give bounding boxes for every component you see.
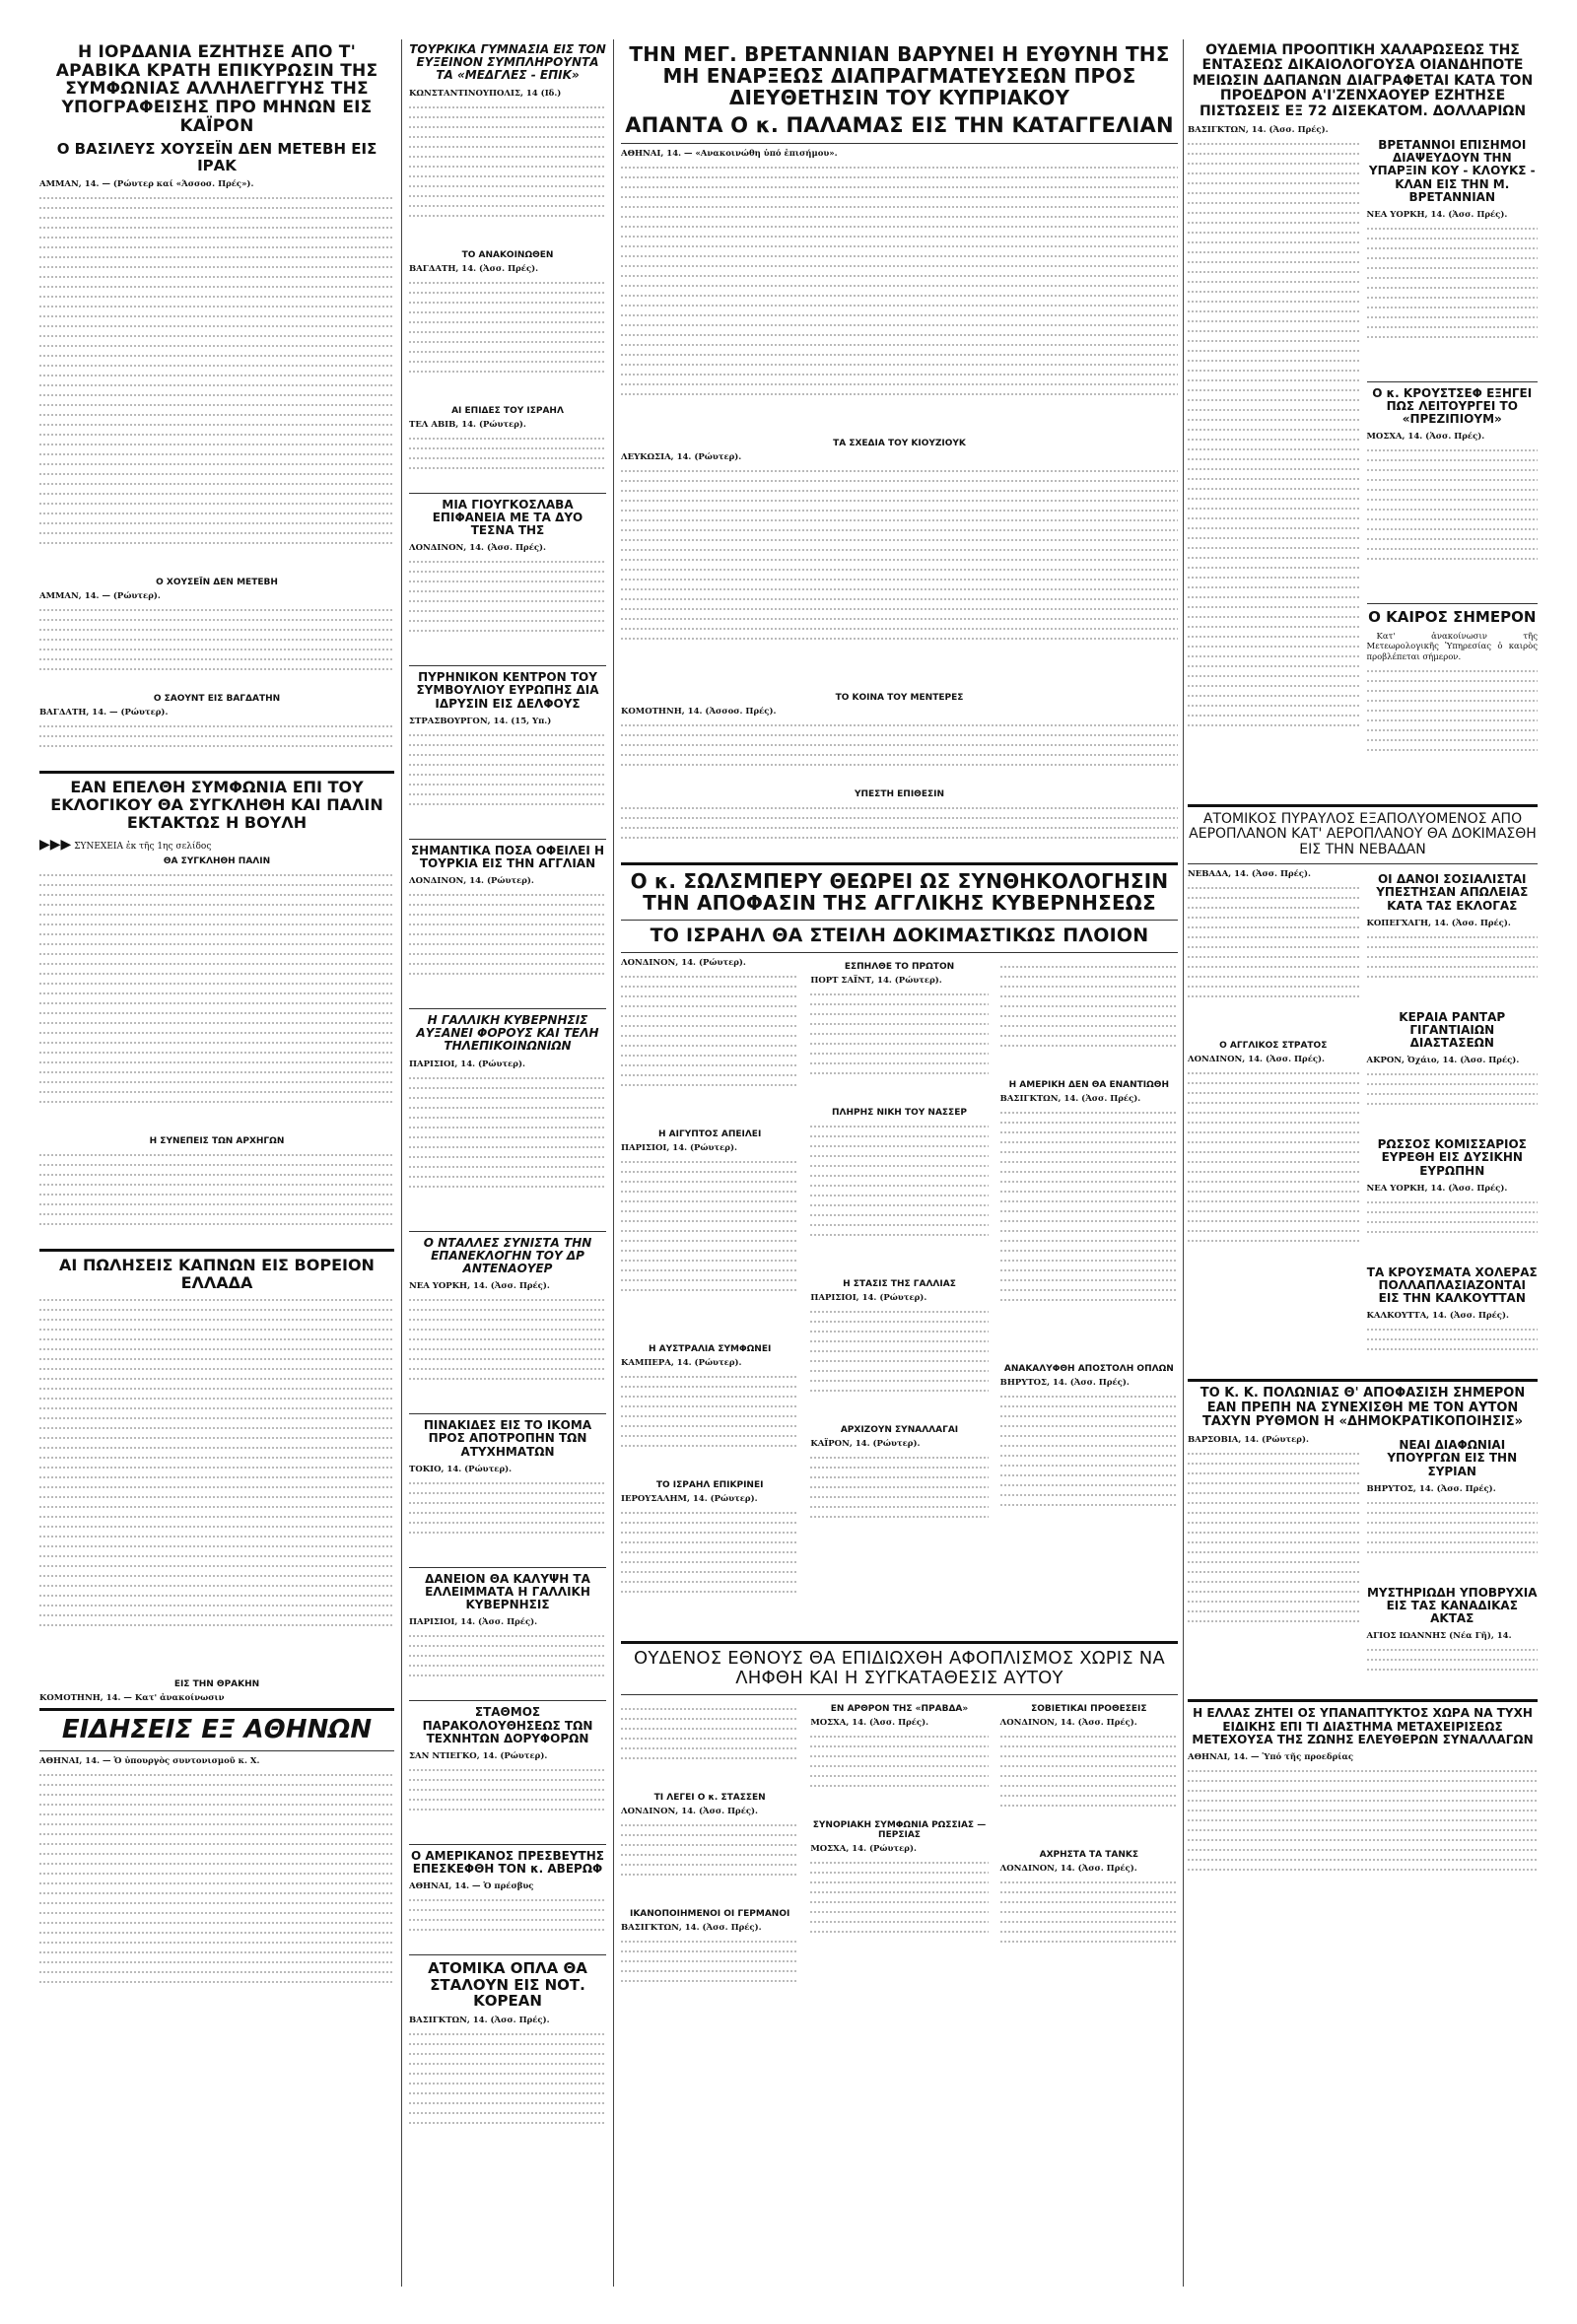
- subcolumn: [810, 958, 988, 1636]
- article-body: [1000, 966, 1178, 1074]
- article-body: [621, 1512, 798, 1630]
- headline-dulles: Ο ΝΤΑΛΛΕΣ ΣΥΝΙΣΤΑ ΤΗΝ ΕΠΑΝΕΚΛΟΓΗΝ ΤΟΥ ΔΡ ΑΝΤΕΝΑΟΥΕΡ: [423, 1235, 592, 1275]
- dateline: ΠΑΡΙΣΙΟΙ, 14. (Ρώυτερ).: [810, 1292, 927, 1303]
- divider: [409, 1700, 606, 1701]
- article-body: [409, 1899, 606, 1948]
- article-body: [409, 1077, 606, 1225]
- section-title: ΑΙ ΕΠΙΔΕΣ ΤΟΥ ΙΣΡΑΗΛ: [451, 405, 564, 416]
- article-body: [621, 1824, 798, 1903]
- headline-salisbury: Ο κ. ΣΩΛΣΜΠΕΡΥ ΘΕΩΡΕΙ ΩΣ ΣΥΝΘΗΚΟΛΟΓΗΣΙΝ ΤΗΝ ΑΠΟΦΑΣΙΝ ΤΗΣ ΑΓΓΛΙΚΗΣ ΚΥΒΕΡΝΗΣΕΩΣ: [630, 869, 1169, 916]
- section-title: Η ΑΜΕΡΙΚΗ ΔΕΝ ΘΑ ΕΝΑΝΤΙΩΘΗ: [1008, 1079, 1169, 1090]
- article-body: [621, 167, 1178, 433]
- section-title: Ο ΣΑΟΥΝΤ ΕΙΣ ΒΑΓΔΑΤΗΝ: [153, 694, 281, 705]
- arrow-icon: ▶▶▶: [39, 837, 72, 854]
- subcolumn: [1188, 135, 1359, 799]
- article-body: [1000, 1396, 1178, 1543]
- column-2: [409, 39, 606, 2287]
- article-body: [810, 993, 988, 1102]
- dateline: ΛΟΝΔΙΝΟΝ, 14. (Ρώυτερ).: [409, 876, 534, 887]
- dateline: ΜΟΣΧΑ, 14. (Ρώυτερ).: [810, 1843, 917, 1854]
- article-body: [621, 724, 1178, 784]
- article-body: [39, 1774, 394, 2030]
- dateline: ΒΗΡΥΤΟΣ, 14. (Ἀσσ. Πρές).: [999, 1377, 1130, 1388]
- two-col-block: [1188, 135, 1538, 799]
- section-title: ΘΑ ΣΥΓΚΛΗΘΗ ΠΑΛΙΝ: [163, 856, 271, 867]
- section-title: Η ΣΥΝΕΠΕΙΣ ΤΩΝ ΑΡΧΗΓΩΝ: [149, 1136, 285, 1147]
- subcolumn: [621, 1700, 798, 2016]
- article-body: [621, 1161, 798, 1338]
- headline-satellite-station: ΣΤΑΘΜΟΣ ΠΑΡΑΚΟΛΟΥΘΗΣΕΩΣ ΤΩΝ ΤΕΧΝΗΤΩΝ ΔΟΡΥΦΟΡΩΝ: [422, 1705, 593, 1745]
- subcolumn: [1000, 958, 1178, 1636]
- headline-french-taxes: Η ΓΑΛΛΙΚΗ ΚΥΒΕΡΝΗΣΙΣ ΑΥΞΑΝΕΙ ΦΟΡΟΥΣ ΚΑΙ ΤΕΛΗ ΤΗΛΕΠΙΚΟΙΝΩΝΙΩΝ: [416, 1013, 599, 1054]
- divider: [39, 1249, 394, 1252]
- article-body: [1367, 670, 1539, 779]
- section-title: ΤΟ ΙΣΡΑΗΛ ΕΠΙΚΡΙΝΕΙ: [655, 1479, 764, 1490]
- dateline: ΑΜΜΑΝ, 14. — (Ρώυτερ καί «Άσσοσ. Πρές»).: [39, 179, 254, 190]
- divider: [1367, 381, 1539, 382]
- divider: [1188, 1379, 1538, 1382]
- dateline: ΛΟΝΔΙΝΟΝ, 14. (Ἀσσ. Πρές).: [999, 1863, 1137, 1874]
- dateline: ΒΑΣΙΓΚΤΩΝ, 14. (Ἀσσ. Πρές).: [621, 1922, 762, 1933]
- article-body: [621, 1708, 798, 1787]
- three-col-block: [621, 1700, 1178, 2016]
- headline-turkey-debt: ΣΗΜΑΝΤΙΚΑ ΠΟΣΑ ΟΦΕΙΛΕΙ Η ΤΟΥΡΚΙΑ ΕΙΣ ΤΗΝ ΑΓΓΛΙΑΝ: [410, 843, 605, 870]
- article-body: [810, 1311, 988, 1419]
- headline-radar: ΚΕΡΑΙΑ ΡΑΝΤΑΡ ΓΙΓΑΝΤΙΑΙΩΝ ΔΙΑΣΤΑΣΕΩΝ: [1399, 1009, 1506, 1051]
- article-body: [810, 1457, 988, 1545]
- headline-submarines: ΜΥΣΤΗΡΙΩΔΗ ΥΠΟΒΡΥΧΙΑ ΕΙΣ ΤΑΣ ΚΑΝΑΔΙΚΑΣ ΑΚΤΑΣ: [1366, 1585, 1538, 1626]
- dateline: ΚΑΪΡΟΝ, 14. (Ρώυτερ).: [810, 1438, 921, 1449]
- section-title: Ο ΧΟΥΣΕΪΝ ΔΕΝ ΜΕΤΕΒΗ: [156, 578, 278, 588]
- dateline: ΑΘΗΝΑΙ, 14. — Ὁ ὑπουργὸς συντονισμοῦ κ. Χ.: [39, 1756, 260, 1766]
- headline-turkish-drills: ΤΟΥΡΚΙΚΑ ΓΥΜΝΑΣΙΑ ΕΙΣ ΤΟΝ ΕΥΞΕΙΝΟΝ ΣΥΜΠΛΗΡΟΥΝΤΑ ΤΑ «ΜΕΔΓΛΕΣ - ΕΠΙΚ»: [409, 42, 606, 83]
- article-body: [621, 976, 798, 1124]
- divider: [409, 1231, 606, 1232]
- article-body: [1367, 936, 1539, 1005]
- headline-cholera: ΤΑ ΚΡΟΥΣΜΑΤΑ ΧΟΛΕΡΑΣ ΠΟΛΛΑΠΛΑΣΙΑΖΟΝΤΑΙ ΕΙΣ ΤΗΝ ΚΑΛΚΟΥΤΤΑΝ: [1366, 1265, 1538, 1306]
- dateline: ΒΑΓΔΑΤΗ, 14. — (Ρώυτερ).: [39, 708, 169, 718]
- divider: [1188, 863, 1538, 864]
- divider: [621, 862, 1178, 865]
- section-title: ΣΥΝΟΡΙΑΚΗ ΣΥΜΦΩΝΙΑ ΡΩΣΣΙΑΣ — ΠΕΡΣΙΑΣ: [812, 1819, 987, 1840]
- section-title: ΥΠΕΣΤΗ ΕΠΙΘΕΣΙΝ: [854, 789, 944, 800]
- divider: [39, 1750, 394, 1751]
- dateline: ΚΑΜΠΕΡΑ, 14. (Ρώυτερ).: [621, 1357, 742, 1368]
- headline-atomic-korea: ΑΤΟΜΙΚΑ ΟΠΛΑ ΘΑ ΣΤΑΛΟΥΝ ΕΙΣ ΝΟΤ. ΚΟΡΕΑΝ: [428, 1959, 587, 2011]
- section-title: ΕΙΣ ΤΗΝ ΘΡΑΚΗΝ: [173, 1679, 260, 1690]
- article-body: [1367, 1649, 1539, 1688]
- headline-khrushchev: Ο κ. ΚΡΟΥΣΤΣΕΦ ΕΞΗΓΕΙ ΠΩΣ ΛΕΙΤΟΥΡΓΕΙ ΤΟ «ΠΡΕΖΙΠΙΟΥΜ»: [1372, 385, 1533, 427]
- section-title: ΤΑ ΣΧΕΔΙΑ ΤΟΥ ΚΙΟΥΖΙΟΥΚ: [833, 439, 966, 449]
- column-1: [39, 39, 394, 2287]
- article-body: [1000, 1112, 1178, 1358]
- article-body: [1000, 1881, 1178, 1970]
- subheadline-palamas: ΑΠΑΝΤΑ Ο κ. ΠΑΛΑΜΑΣ ΕΙΣ ΤΗΝ ΚΑΤΑΓΓΕΛΙΑΝ: [625, 113, 1174, 137]
- dateline: ΚΟΠΕΓΧΑΓΗ, 14. (Ἀσσ. Πρές).: [1366, 918, 1511, 928]
- article-body: [1367, 1502, 1539, 1581]
- dateline: ΠΑΡΙΣΙΟΙ, 14. (Ἀσσ. Πρές).: [409, 1617, 538, 1628]
- article-body: [810, 1862, 988, 1970]
- subcolumn: [1367, 1435, 1539, 1694]
- article-body: [409, 561, 606, 659]
- dateline: ΒΑΣΙΓΚΤΩΝ, 14. (Ἀσσ. Πρές).: [999, 1093, 1141, 1104]
- subcolumn: [1188, 869, 1359, 1374]
- article-body: [39, 1154, 394, 1243]
- divider: [621, 143, 1178, 144]
- headline-elections: ΕΑΝ ΕΠΕΛΘΗ ΣΥΜΦΩΝΙΑ ΕΠΙ ΤΟΥ ΕΚΛΟΓΙΚΟΥ ΘΑ ΣΥΓΚΛΗΘΗ ΚΑΙ ΠΑΛΙΝ ΕΚΤΑΚΤΩΣ Η ΒΟΥΛΗ: [50, 778, 383, 832]
- weather-text: Κατ' ἀνακοίνωσιν τῆς Μετεωρολογικῆς Ὑπηρεσίας ὁ καιρὸς προβλέπεται σήμερον.: [1366, 631, 1538, 662]
- article-body: [810, 1126, 988, 1273]
- article-body: [1367, 228, 1539, 376]
- article-body: [409, 1482, 606, 1561]
- dateline: ΚΑΛΚΟΥΤΤΑ, 14. (Ἀσσ. Πρές).: [1366, 1311, 1509, 1322]
- article-body: [409, 894, 606, 1002]
- article-body: [409, 106, 606, 244]
- subcolumn: [1188, 1435, 1359, 1694]
- article-body: [409, 1635, 606, 1694]
- headline-ambassador: Ο ΑΜΕΡΙΚΑΝΟΣ ΠΡΕΣΒΕΥΤΗΣ ΕΠΕΣΚΕΦΘΗ ΤΟΝ κ. ΑΒΕΡΩΦ: [411, 1848, 604, 1877]
- continuation-note: ▶▶▶ ΣΥΝΕΧΕΙΑ ἐκ τῆς 1ης σελίδος: [39, 837, 212, 854]
- dateline: ΑΚΡΟΝ, Ὀχάιο, 14. (Ἀσσ. Πρές).: [1366, 1056, 1520, 1066]
- subcolumn: [1367, 869, 1539, 1374]
- article-body: [409, 438, 606, 487]
- divider: [409, 1413, 606, 1414]
- section-title: Ο ΑΓΓΛΙΚΟΣ ΣΤΡΑΤΟΣ: [1219, 1041, 1328, 1052]
- article-body: [1000, 1736, 1178, 1844]
- dateline: ΛΟΝΔΙΝΟΝ, 14. (Ἀσσ. Πρές).: [621, 1806, 759, 1816]
- headline-nuclear-center: ΠΥΡΗΝΙΚΟΝ ΚΕΝΤΡΟΝ ΤΟΥ ΣΥΜΒΟΥΛΙΟΥ ΕΥΡΩΠΗΣ ΔΙΑ ΙΔΡΥΣΙΝ ΕΙΣ ΔΕΛΦΟΥΣ: [416, 670, 599, 711]
- column-3: [621, 39, 1178, 2287]
- headline-disarmament: ΟΥΔΕΝΟΣ ΕΘΝΟΥΣ ΘΑ ΕΠΙΔΙΩΧΘΗ ΑΦΟΠΛΙΣΜΟΣ ΧΩΡΙΣ ΝΑ ΛΗΦΘΗ ΚΑΙ Η ΣΥΓΚΑΤΑΘΕΣΙΣ ΑΥΤΟΥ: [634, 1647, 1165, 1688]
- three-col-block: [621, 958, 1178, 1636]
- headline-kkk: ΒΡΕΤΑΝΝΟΙ ΕΠΙΣΗΜΟΙ ΔΙΑΨΕΥΔΟΥΝ ΤΗΝ ΥΠΑΡΞΙΝ ΚΟΥ - ΚΛΟΥΚΣ - ΚΛΑΝ ΕΙΣ ΤΗΝ Μ. ΒΡΕΤΑΝΝΙΑΝ: [1368, 137, 1536, 204]
- subheadline-hussein: Ο ΒΑΣΙΛΕΥΣ ΧΟΥΣΕΪΝ ΔΕΝ ΜΕΤΕΒΗ ΕΙΣ ΙΡΑΚ: [56, 140, 377, 174]
- article-body: [621, 1376, 798, 1474]
- article-body: [1367, 1073, 1539, 1132]
- divider: [621, 952, 1178, 953]
- section-title: ΕΝ ΑΡΘΡΟΝ ΤΗΣ «ΠΡΑΒΔΑ»: [830, 1703, 969, 1714]
- dateline: ΚΟΜΟΤΗΝΗ, 14. (Ἀσσοσ. Πρές).: [621, 707, 777, 718]
- dateline: ΑΓΙΟΣ ΙΩΑΝΝΗΣ (Νέα Γῆ), 14.: [1366, 1631, 1512, 1642]
- headline-danish: ΟΙ ΔΑΝΟΙ ΣΟΣΙΑΛΙΣΤΑΙ ΥΠΕΣΤΗΣΑΝ ΑΠΩΛΕΙΑΣ ΚΑΤΑ ΤΑΣ ΕΚΛΟΓΑΣ: [1376, 872, 1529, 913]
- divider: [621, 1694, 1178, 1695]
- section-title: ΤΟ ΑΝΑΚΟΙΝΩΘΕΝ: [461, 249, 554, 260]
- dateline: ΒΑΣΙΓΚΤΩΝ, 14. (Ἀσσ. Πρές).: [409, 2015, 550, 2025]
- article-body: [409, 734, 606, 833]
- headline-poland: ΤΟ Κ. Κ. ΠΟΛΩΝΙΑΣ Θ' ΑΠΟΦΑΣΙΣΗ ΣΗΜΕΡΟΝ ΕΑΝ ΠΡΕΠΗ ΝΑ ΣΥΝΕΧΙΣΘΗ ΜΕ ΤΟΝ ΑΥΤΟΝ ΤΑΧΥΝ ΡΥΘΜΟΝ Η «ΔΗΜΟΚΡΑΤΙΚΟΠΟΙΗΣΙΣ»: [1200, 1386, 1526, 1429]
- headline-jordan: Η ΙΟΡΔΑΝΙΑ ΕΖΗΤΗΣΕ ΑΠΟ Τ' ΑΡΑΒΙΚΑ ΚΡΑΤΗ ΕΠΙΚΥΡΩΣΙΝ ΤΗΣ ΣΥΜΦΩΝΙΑΣ ΑΛΛΗΛΕΓΓΥΗΣ ΤΗΣ ΥΠΟΓΡΑΦΕΙΣΗΣ ΠΡΟ ΜΗΝΩΝ ΕΙΣ ΚΑΪΡΟΝ: [55, 42, 378, 136]
- dateline: ΛΟΝΔΙΝΟΝ, 14. (Ρώυτερ).: [621, 957, 746, 968]
- divider: [621, 1641, 1178, 1644]
- subcolumn: [810, 1700, 988, 2016]
- article-body: [39, 197, 394, 572]
- article-body: [1367, 1329, 1539, 1368]
- headline-commissar: ΡΩΣΣΟΣ ΚΟΜΙΣΣΑΡΙΟΣ ΕΥΡΕΘΗ ΕΙΣ ΔΥΣΙΚΗΝ ΕΥΡΩΠΗΝ: [1377, 1137, 1527, 1178]
- column-rule: [1183, 39, 1184, 2287]
- dateline: ΠΑΡΙΣΙΟΙ, 14. (Ρώυτερ).: [409, 1059, 525, 1069]
- divider: [39, 1708, 394, 1711]
- article-body: [409, 282, 606, 400]
- headline-greece-trade: Η ΕΛΛΑΣ ΖΗΤΕΙ ΟΣ ΥΠΑΝΑΠΤΥΚΤΟΣ ΧΩΡΑ ΝΑ ΤΥΧΗ ΕΙΔΙΚΗΣ ΕΠΙ ΤΙ ΔΙΑΣΤΗΜΑ ΜΕΤΑΧΕΙΡΙΣΕΩΣ ΜΕΤΕΧΟΥΣΑ ΤΗΣ ΖΩΝΗΣ ΕΛΕΥΘΕΡΩΝ ΣΥΝΑΛΛΑΓΩΝ: [1192, 1706, 1534, 1746]
- article-body: [409, 1299, 606, 1407]
- section-title: ΠΛΗΡΗΣ ΝΙΚΗ ΤΟΥ ΝΑΣΣΕΡ: [832, 1107, 967, 1118]
- dateline: ΑΘΗΝΑΙ, 14. — «Ανακοινώθη ὑπό ἐπισήμου».: [621, 149, 838, 160]
- section-title: ΑΡΧΙΖΟΥΝ ΣΥΝΑΛΛΑΓΑΙ: [840, 1424, 959, 1435]
- article-body: [409, 2033, 606, 2152]
- column-4: [1188, 39, 1538, 2287]
- article-body: [1188, 1072, 1359, 1299]
- dateline: ΑΘΗΝΑΙ, 14. — Ὁ πρέσβυς: [409, 1881, 534, 1892]
- dateline: ΑΘΗΝΑΙ, 14. — Ὑπό τῆς προεδρίας: [1188, 1751, 1354, 1762]
- dateline: ΠΑΡΙΣΙΟΙ, 14. (Ρώυτερ).: [621, 1142, 737, 1153]
- article-body: [1188, 887, 1359, 1035]
- divider: [409, 493, 606, 494]
- article-body: [1188, 143, 1359, 793]
- article-body: [409, 1769, 606, 1838]
- dateline: ΚΟΜΟΤΗΝΗ, 14. — Κατ' ἀνακοίνωσιν: [39, 1693, 225, 1704]
- dateline: ΜΟΣΧΑ, 14. (Ἀσσ. Πρές).: [1366, 432, 1485, 443]
- dateline: ΒΑΓΔΑΤΗ, 14. (Ἀσσ. Πρές).: [409, 263, 539, 274]
- dateline: ΒΗΡΥΤΟΣ, 14. (Ἀσσ. Πρές).: [1366, 1483, 1496, 1494]
- headline-signs: ΠΙΝΑΚΙΔΕΣ ΕΙΣ ΤΟ ΙΚΟΜΑ ΠΡΟΣ ΑΠΟΤΡΟΠΗΝ ΤΩΝ ΑΤΥΧΗΜΑΤΩΝ: [423, 1418, 592, 1459]
- dateline: ΛΕΥΚΩΣΙΑ, 14. (Ρώυτερ).: [621, 452, 742, 463]
- dateline: ΙΕΡΟΥΣΑΛΗΜ, 14. (Ρώυτερ).: [621, 1493, 758, 1504]
- headline-eisenhower-budget: ΟΥΔΕΜΙΑ ΠΡΟΟΠΤΙΚΗ ΧΑΛΑΡΩΣΕΩΣ ΤΗΣ ΕΝΤΑΣΕΩΣ ΔΙΚΑΙΟΛΟΓΟΥΣΑ ΟΙΑΝΔΗΠΟΤΕ ΜΕΙΩΣΙΝ ΔΑΠΑΝΩΝ ΔΙΑΓΡΑΦΕΤΑΙ ΚΑΤΑ ΤΟΝ ΠΡΟΕΔΡΟΝ Α'Ι'ΖΕΝΧΑΟΥΕΡ ΕΖΗΤΗΣΕ ΠΙΣΤΩΣΕΙΣ ΕΞ 72 ΔΙΣΕΚΑΤΟΜ. ΔΟΛΛΑΡΙΩΝ: [1192, 42, 1534, 119]
- divider: [409, 839, 606, 840]
- dateline: ΣΤΡΑΣΒΟΥΡΓΟΝ, 14. (15, Υπ.): [409, 716, 552, 726]
- divider: [409, 1567, 606, 1568]
- article-body: [39, 725, 394, 765]
- section-title: ΣΟΒΙΕΤΙΚΑΙ ΠΡΟΘΕΣΕΙΣ: [1031, 1703, 1147, 1714]
- headline-yugoslav: ΜΙΑ ΓΙΟΥΓΚΟΣΛΑΒΑ ΕΠΙΦΑΝΕΙΑ ΜΕ ΤΑ ΔΥΟ ΤΕΣΝΑ ΤΗΣ: [432, 497, 583, 537]
- divider: [621, 920, 1178, 921]
- divider: [409, 665, 606, 666]
- headline-tobacco: ΑΙ ΠΩΛΗΣΕΙΣ ΚΑΠΝΩΝ ΕΙΣ ΒΟΡΕΙΟΝ ΕΛΛΑΔΑ: [59, 1256, 375, 1292]
- section-title: ΑΝΑΚΑΛΥΦΘΗ ΑΠΟΣΤΟΛΗ ΟΠΛΩΝ: [1003, 1363, 1174, 1374]
- article-body: [39, 1299, 394, 1674]
- divider: [39, 771, 394, 774]
- section-title: Η ΑΙΓΥΠΤΟΣ ΑΠΕΙΛΕΙ: [658, 1128, 762, 1139]
- dateline: ΒΑΡΣΟΒΙΑ, 14. (Ρώυτερ).: [1188, 1435, 1309, 1446]
- article-body: [621, 1941, 798, 2010]
- dateline: ΒΑΣΙΓΚΤΩΝ, 14. (Ἀσσ. Πρές).: [1188, 124, 1329, 135]
- dateline: ΑΜΜΑΝ, 14. — (Ρώυτερ).: [39, 591, 161, 602]
- newspaper-page: [39, 39, 1538, 2287]
- column-rule: [401, 39, 402, 2287]
- article-body: [621, 470, 1178, 687]
- article-body: [1188, 1770, 1538, 1908]
- dateline: ΛΟΝΔΙΝΟΝ, 14. (Ἀσσ. Πρές).: [409, 543, 547, 554]
- section-title: ΑΧΡΗΣΤΑ ΤΑ ΤΑΝΚΣ: [1039, 1849, 1139, 1860]
- divider: [409, 1008, 606, 1009]
- dateline: ΠΟΡΤ ΣΑΪΝΤ, 14. (Ρώυτερ).: [810, 975, 942, 986]
- section-title: ΕΣΠΗΛΘΕ ΤΟ ΠΡΩΤΟΝ: [844, 961, 955, 972]
- dateline: ΝΕΑ ΥΟΡΚΗ, 14. (Ἀσσ. Πρές).: [1366, 1183, 1508, 1194]
- headline-weather: Ο ΚΑΙΡΟΣ ΣΗΜΕΡΟΝ: [1368, 608, 1537, 627]
- two-col-block: [1188, 1435, 1538, 1694]
- section-title: ΤΙ ΛΕΓΕΙ Ο κ. ΣΤΑΣΣΕΝ: [653, 1792, 766, 1803]
- article-body: [810, 1736, 988, 1814]
- headline-loan: ΔΑΝΕΙΟΝ ΘΑ ΚΑΛΥΨΗ ΤΑ ΕΛΛΕΙΜΜΑΤΑ Η ΓΑΛΛΙΚΗ ΚΥΒΕΡΝΗΣΙΣ: [425, 1571, 590, 1612]
- column-rule: [613, 39, 614, 2287]
- section-title: ΙΚΑΝΟΠΟΙΗΜΕΝΟΙ ΟΙ ΓΕΡΜΑΝΟΙ: [629, 1908, 790, 1919]
- divider: [1188, 1699, 1538, 1702]
- article-body: [1188, 1453, 1359, 1679]
- two-col-block: [1188, 869, 1538, 1374]
- subcolumn: [1000, 1700, 1178, 2016]
- divider: [409, 1954, 606, 1955]
- dateline: ΜΟΣΧΑ, 14. (Ἀσσ. Πρές).: [810, 1717, 929, 1728]
- section-title: ΤΟ ΚΟΙΝΑ ΤΟΥ ΜΕΝΤΕΡΕΣ: [835, 693, 964, 704]
- headline-syria: ΝΕΑΙ ΔΙΑΦΩΝΙΑΙ ΥΠΟΥΡΓΩΝ ΕΙΣ ΤΗΝ ΣΥΡΙΑΝ: [1387, 1438, 1518, 1478]
- headline-athens-news: ΕΙΔΗΣΕΙΣ ΕΞ ΑΘΗΝΩΝ: [61, 1715, 373, 1745]
- article-body: [621, 807, 1178, 856]
- headline-britain-cyprus: ΤΗΝ ΜΕΓ. ΒΡΕΤΑΝΝΙΑΝ ΒΑΡΥΝΕΙ Η ΕΥΘΥΝΗ ΤΗΣ ΜΗ ΕΝΑΡΞΕΩΣ ΔΙΑΠΡΑΓΜΑΤΕΥΣΕΩΝ ΠΡΟΣ ΔΙΕΥΘΕΤΗΣΙΝ ΤΟΥ ΚΥΠΡΙΑΚΟΥ: [629, 42, 1170, 109]
- article-body: [1367, 1201, 1539, 1261]
- dateline: ΚΩΝΣΤΑΝΤΙΝΟΥΠΟΛΙΣ, 14 (Ιδ.): [409, 88, 562, 99]
- dateline: ΛΟΝΔΙΝΟΝ, 14. (Ἀσσ. Πρές).: [999, 1717, 1137, 1728]
- headline-israel-ship: ΤΟ ΙΣΡΑΗΛ ΘΑ ΣΤΕΙΛΗ ΔΟΚΙΜΑΣΤΙΚΩΣ ΠΛΟΙΟΝ: [650, 924, 1149, 947]
- article-body: [39, 874, 394, 1130]
- article-body: [1367, 449, 1539, 597]
- article-body: [39, 609, 394, 688]
- section-title: Η ΑΥΣΤΡΑΛΙΑ ΣΥΜΦΩΝΕΙ: [648, 1343, 772, 1354]
- subcolumn: [621, 958, 798, 1636]
- divider: [1188, 804, 1538, 807]
- dateline: ΝΕΑ ΥΟΡΚΗ, 14. (Ἀσσ. Πρές).: [409, 1281, 550, 1292]
- dateline: ΤΕΛ ΑΒΙΒ, 14. (Ρώυτερ).: [409, 419, 526, 430]
- dateline: ΤΟΚΙΟ, 14. (Ρώυτερ).: [409, 1464, 513, 1474]
- dateline: ΝΕΑ ΥΟΡΚΗ, 14. (Ἀσσ. Πρές).: [1366, 209, 1508, 220]
- divider: [409, 1844, 606, 1845]
- subcolumn: [1367, 135, 1539, 799]
- headline-missile: ΑΤΟΜΙΚΟΣ ΠΥΡΑΥΛΟΣ ΕΞΑΠΟΛΥΟΜΕΝΟΣ ΑΠΟ ΑΕΡΟΠΛΑΝΟΝ ΚΑΤ' ΑΕΡΟΠΛΑΝΟΥ ΘΑ ΔΟΚΙΜΑΣΘΗ ΕΙΣ ΤΗΝ ΝΕΒΑΔΑΝ: [1189, 810, 1537, 857]
- divider: [1367, 603, 1539, 604]
- section-title: Η ΣΤΑΣΙΣ ΤΗΣ ΓΑΛΛΙΑΣ: [843, 1278, 956, 1289]
- dateline: ΛΟΝΔΙΝΟΝ, 14. (Ἀσσ. Πρές).: [1188, 1055, 1326, 1065]
- dateline: ΝΕΒΑΔΑ, 14. (Ἀσσ. Πρές).: [1188, 869, 1311, 880]
- dateline: ΣΑΝ ΝΤΙΕΓΚΟ, 14. (Ρώυτερ).: [409, 1750, 548, 1761]
